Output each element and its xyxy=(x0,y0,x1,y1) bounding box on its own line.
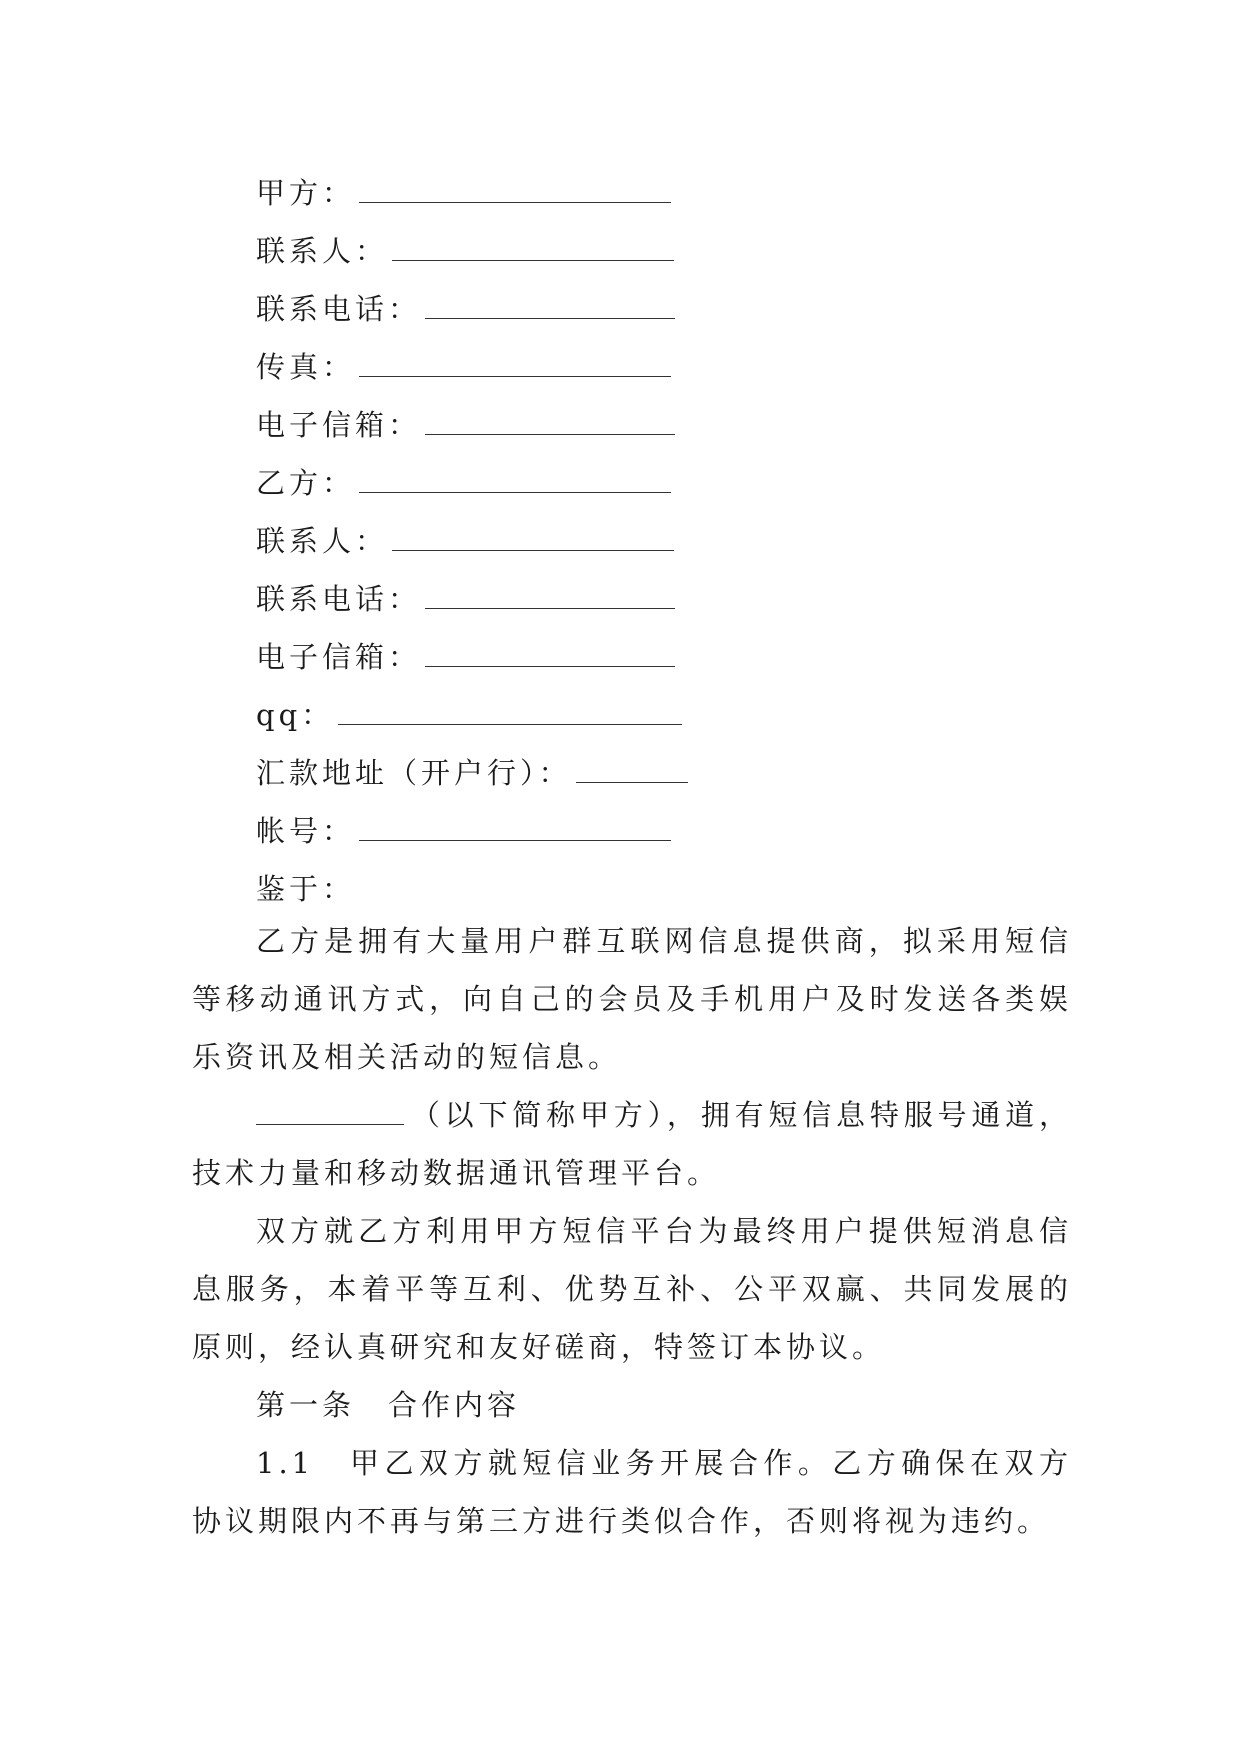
party-a-contact-field xyxy=(256,222,1056,280)
paragraph-purpose: 双方就乙方利用甲方短信平台为最终用户提供短消息信息服务，本着平等互利、优势互补、公平双赢、共同发展的原则，经认真研究和友好磋商，特签订本协议。 xyxy=(192,1214,1072,1364)
party-b-qq-field xyxy=(256,686,1056,744)
party-a-email-blank[interactable] xyxy=(425,396,675,435)
party-a-phone-label: 联系电话： xyxy=(256,292,422,326)
party-a-contact-blank[interactable] xyxy=(392,222,674,261)
party-b-email-label: 电子信箱： xyxy=(256,640,422,674)
paragraph-party-b-intro: 乙方是拥有大量用户群互联网信息提供商，拟采用短信等移动通讯方式，向自己的会员及手机用户及时发送各类娱乐资讯及相关活动的短信息。 xyxy=(192,924,1072,1074)
whereas-label: 鉴于： xyxy=(256,872,356,906)
party-a-phone-field xyxy=(256,280,1056,338)
party-b-qq-label: qq： xyxy=(256,698,335,732)
party-b-bank-label: 汇款地址（开户行）： xyxy=(256,756,572,790)
party-a-email-field xyxy=(256,396,1056,454)
party-b-phone-blank[interactable] xyxy=(425,570,675,609)
party-a-name-label: 甲方： xyxy=(256,176,356,210)
party-a-fax-label: 传真： xyxy=(256,350,356,384)
party-b-bank-field xyxy=(256,744,1056,802)
party-a-fax-blank[interactable] xyxy=(359,338,671,377)
party-a-name-blank[interactable] xyxy=(359,164,671,203)
paragraph-party-a-intro xyxy=(192,1086,1072,1202)
party-b-qq-blank[interactable] xyxy=(338,686,682,725)
party-b-account-label: 帐号： xyxy=(256,814,356,848)
party-b-account-field xyxy=(256,802,1056,860)
party-a-phone-blank[interactable] xyxy=(425,280,675,319)
party-a-contact-label: 联系人： xyxy=(256,234,389,268)
party-b-name-blank[interactable] xyxy=(359,454,671,493)
party-b-bank-blank[interactable] xyxy=(576,744,688,783)
party-b-phone-field xyxy=(256,570,1056,628)
party-a-fax-field xyxy=(256,338,1056,396)
party-a-email-label: 电子信箱： xyxy=(256,408,422,442)
party-b-name-field xyxy=(256,454,1056,512)
party-b-name-label: 乙方： xyxy=(256,466,356,500)
agreement-body xyxy=(192,912,1072,1550)
article-1-heading: 第一条 合作内容 xyxy=(256,1388,521,1422)
party-info-fields xyxy=(256,164,1056,918)
whereas-field xyxy=(256,860,1056,918)
party-a-name-inline-blank[interactable] xyxy=(256,1086,404,1125)
party-b-contact-blank[interactable] xyxy=(392,512,674,551)
party-b-email-field xyxy=(256,628,1056,686)
paragraph-party-a-intro-text: （以下简称甲方），拥有短信息特服号通道，技术力量和移动数据通讯管理平台。 xyxy=(192,1098,1072,1190)
party-b-phone-label: 联系电话： xyxy=(256,582,422,616)
party-b-contact-field xyxy=(256,512,1056,570)
party-b-account-blank[interactable] xyxy=(359,802,671,841)
clause-1-1: 1.1 甲乙双方就短信业务开展合作。乙方确保在双方协议期限内不再与第三方进行类似合作，否则将视为违约。 xyxy=(192,1446,1072,1538)
party-b-email-blank[interactable] xyxy=(425,628,675,667)
party-a-name-field xyxy=(256,164,1056,222)
party-b-contact-label: 联系人： xyxy=(256,524,389,558)
